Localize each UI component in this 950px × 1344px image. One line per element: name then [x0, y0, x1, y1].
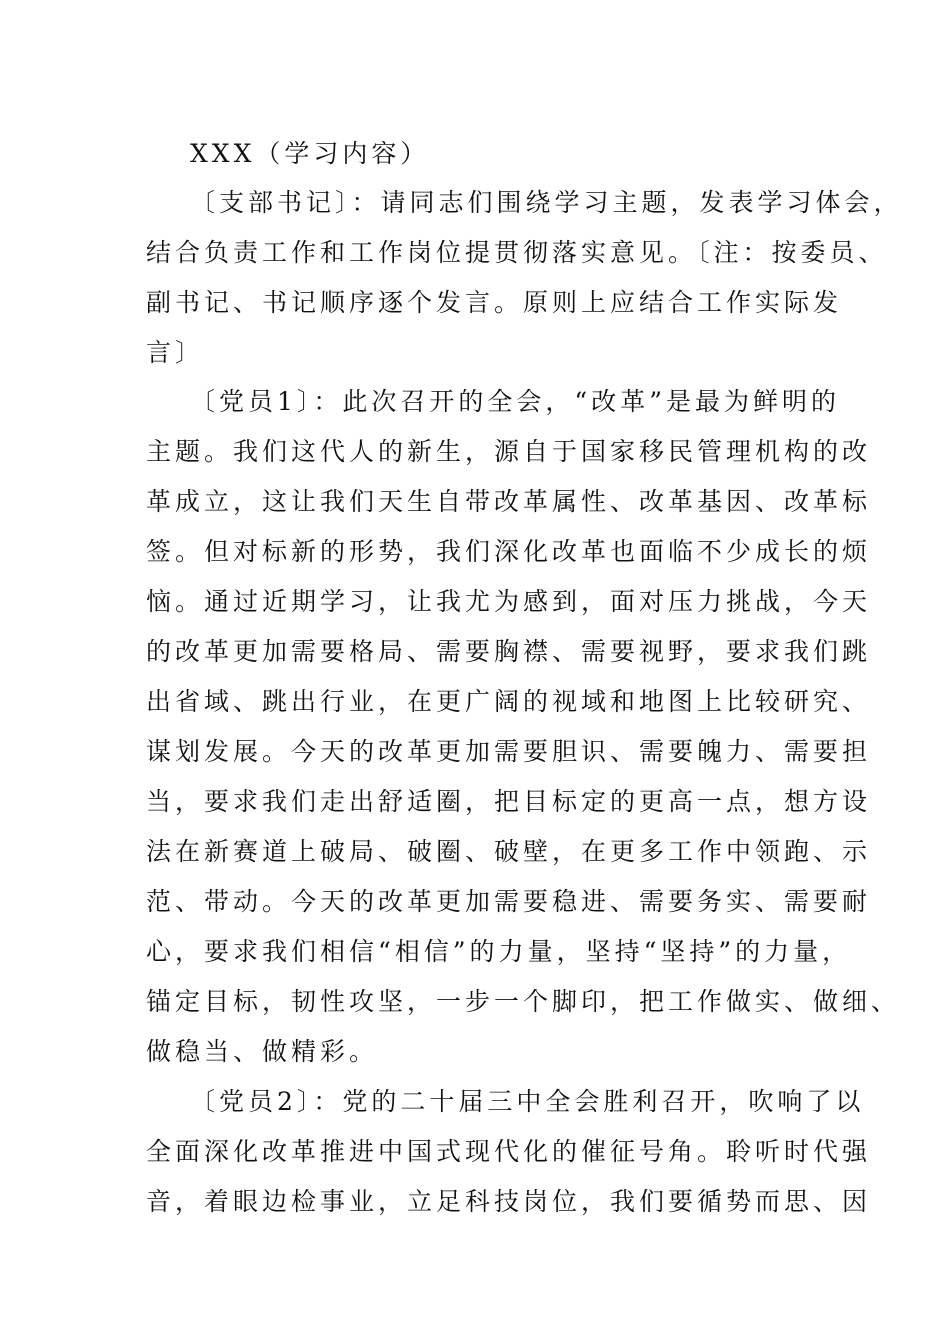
paragraph-line: 心，要求我们相信“相信”的力量，坚持“坚持”的力量，: [146, 937, 852, 966]
paragraph-line: 〔支部书记〕：请同志们围绕学习主题，发表学习体会，: [190, 188, 903, 217]
paragraph-line: 做稳当、做精彩。: [146, 1037, 379, 1066]
paragraph-line: 谋划发展。今天的改革更加需要胆识、需要魄力、需要担: [146, 737, 872, 766]
paragraph-line: 主题。我们这代人的新生，源自于国家移民管理机构的改: [146, 437, 872, 466]
paragraph-line: 〔党员2〕：党的二十届三中全会胜利召开，吹响了以: [190, 1087, 865, 1116]
section-title: XXX（学习内容）: [190, 139, 430, 168]
paragraph-line: 的改革更加需要格局、需要胸襟、需要视野，要求我们跳: [146, 637, 872, 666]
paragraph-line: 出省域、跳出行业，在更广阔的视域和地图上比较研究、: [146, 687, 872, 716]
paragraph-line: 革成立，这让我们天生自带改革属性、改革基因、改革标: [146, 487, 872, 516]
paragraph-line: 副书记、书记顺序逐个发言。原则上应结合工作实际发: [146, 288, 843, 317]
paragraph-line: 恼。通过近期学习，让我尤为感到，面对压力挑战，今天: [146, 587, 872, 616]
paragraph-line: 锚定目标，韧性攻坚，一步一个脚印，把工作做实、做细、: [146, 987, 901, 1016]
paragraph-line: 当，要求我们走出舒适圈，把目标定的更高一点，想方设: [146, 787, 872, 816]
paragraph-line: 签。但对标新的形势，我们深化改革也面临不少成长的烦: [146, 537, 872, 566]
paragraph-line: 结合负责工作和工作岗位提贯彻落实意见。〔注：按委员、: [146, 238, 888, 267]
paragraph-line: 范、带动。今天的改革更加需要稳进、需要务实、需要耐: [146, 887, 872, 916]
paragraph-line: 〔党员1〕：此次召开的全会，“改革”是最为鲜明的: [190, 387, 840, 416]
paragraph-line: 言〕: [146, 338, 205, 367]
paragraph-line: 法在新赛道上破局、破圈、破壁，在更多工作中领跑、示: [146, 837, 872, 866]
paragraph-line: 音，着眼边检事业，立足科技岗位，我们要循势而思、因: [146, 1187, 872, 1216]
paragraph-line: 全面深化改革推进中国式现代化的催征号角。聆听时代强: [146, 1137, 872, 1166]
